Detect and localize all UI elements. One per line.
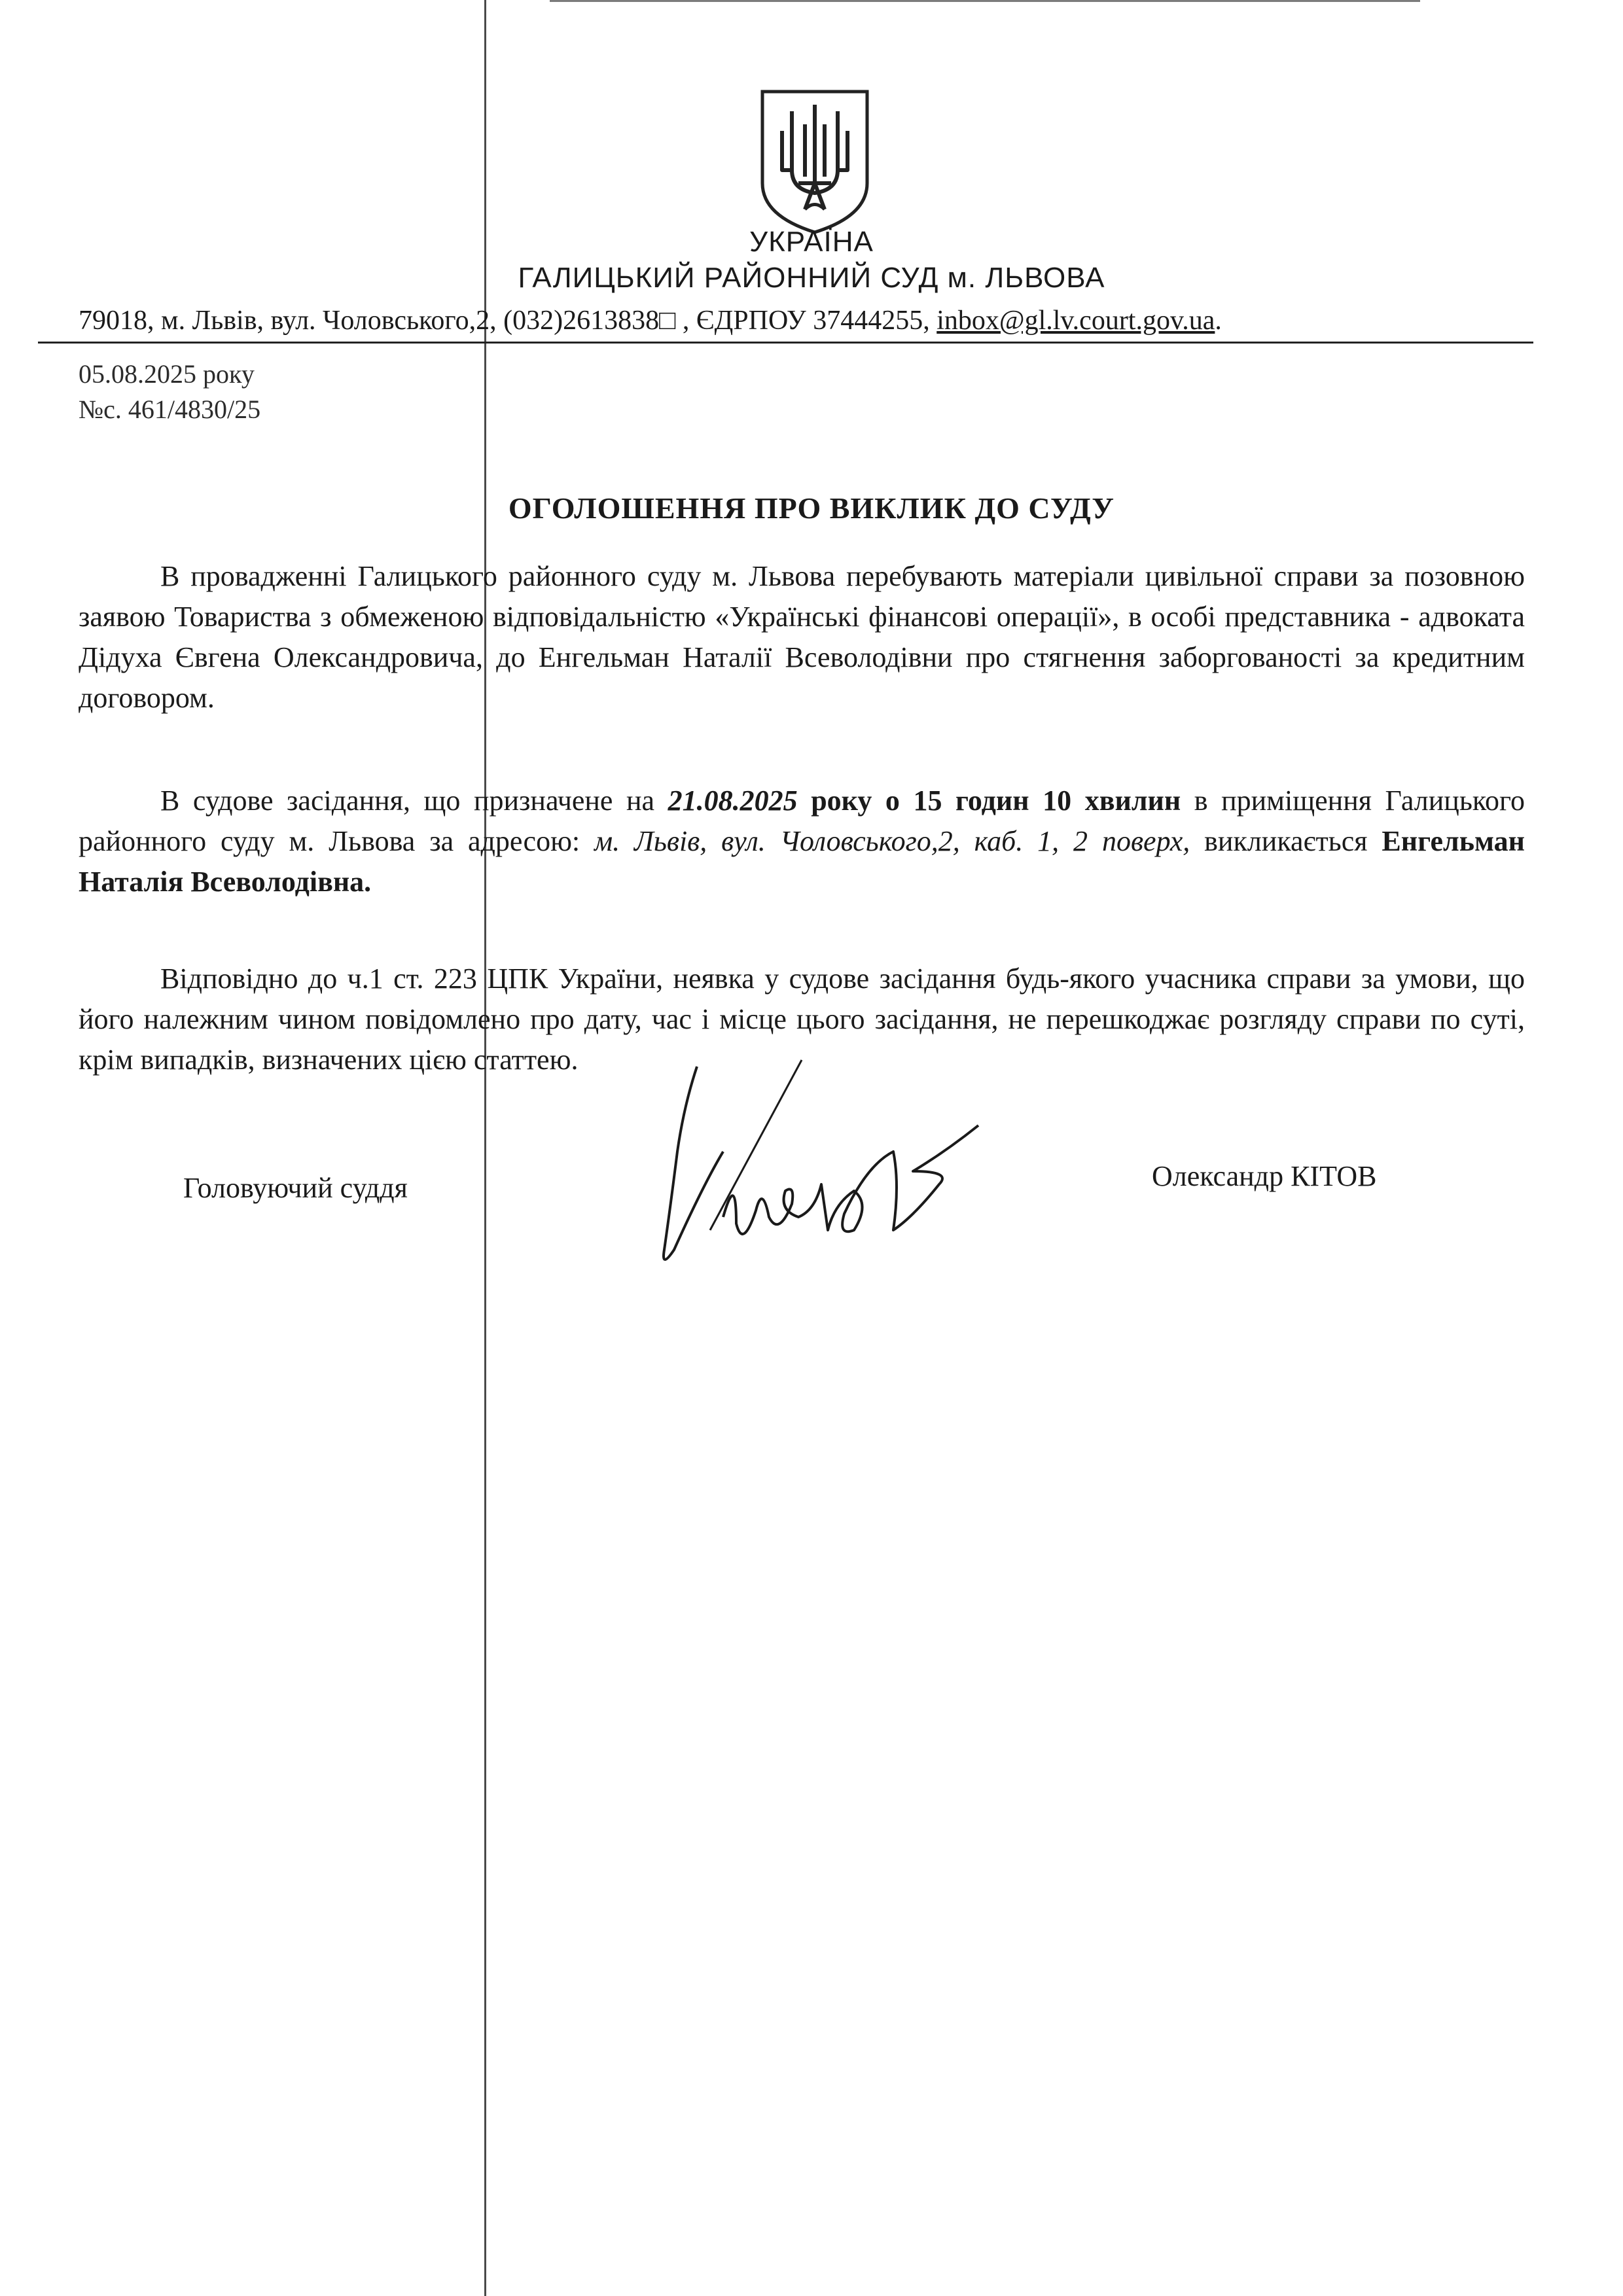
scan-fold-line xyxy=(484,0,486,2296)
court-address-line xyxy=(79,305,1222,336)
header-divider xyxy=(38,342,1533,344)
hearing-location: м. Львів, вул. Чоловського,2, каб. 1, 2 поверх, xyxy=(594,825,1190,857)
hearing-intro: В судове засідання, що призначене на xyxy=(160,785,668,817)
paragraph-legal-notice: Відповідно до ч.1 ст. 223 ЦПК України, неявка у судове засідання будь-якого учасника справи за умови, що його належним чином повідомлено про дату, час і місце цього засідання, не перешкоджає розгляду справи по суті, крім випадків, визначених цією статтею. xyxy=(79,963,1525,1076)
hearing-time: року о 15 годин 10 хвилин xyxy=(797,785,1181,817)
paragraph-proceedings: В провадженні Галицького районного суду м. Львова перебувають матеріали цивільної справи за позовною заявою Товариства з обмеженою відповідальністю «Українські фінансові операції», в особі представника - адвоката Дідуха Євгена Олександровича, до Енгельман Наталії Всеволодівни про стягнення заборгованості за кредитним договором. xyxy=(79,560,1525,714)
document-date: 05.08.2025 року xyxy=(79,359,255,389)
hearing-date: 21.08.2025 xyxy=(668,785,798,817)
signer-role: Головуючий суддя xyxy=(183,1172,408,1204)
document-title: ОГОЛОШЕННЯ ПРО ВИКЛИК ДО СУДУ xyxy=(508,491,1115,525)
scan-top-edge xyxy=(550,0,1420,2)
hearing-summons: викликається xyxy=(1190,825,1382,857)
case-number: №с. 461/4830/25 xyxy=(79,395,261,424)
address-text: 79018, м. Львів, вул. Чоловського,2, (032)2613838□ , ЄДРПОУ 37444255, xyxy=(79,306,937,336)
email-link[interactable]: inbox@gl.lv.court.gov.ua xyxy=(936,306,1215,336)
summoned-person: Енгельман Наталія Всеволодівна. xyxy=(79,825,1525,898)
trident-coat-of-arms-icon xyxy=(753,85,877,236)
address-end: . xyxy=(1215,306,1222,336)
paragraph-hearing xyxy=(79,781,1525,902)
country-heading: УКРАЇНА xyxy=(749,226,874,258)
court-name-heading: ГАЛИЦЬКИЙ РАЙОННИЙ СУД м. ЛЬВОВА xyxy=(518,262,1105,294)
signer-name: Олександр КІТОВ xyxy=(1152,1160,1377,1192)
handwritten-signature xyxy=(638,1053,991,1296)
hearing-place-intro: в приміщення Галицького районного суду м. Львова за адресою: xyxy=(79,785,1525,857)
